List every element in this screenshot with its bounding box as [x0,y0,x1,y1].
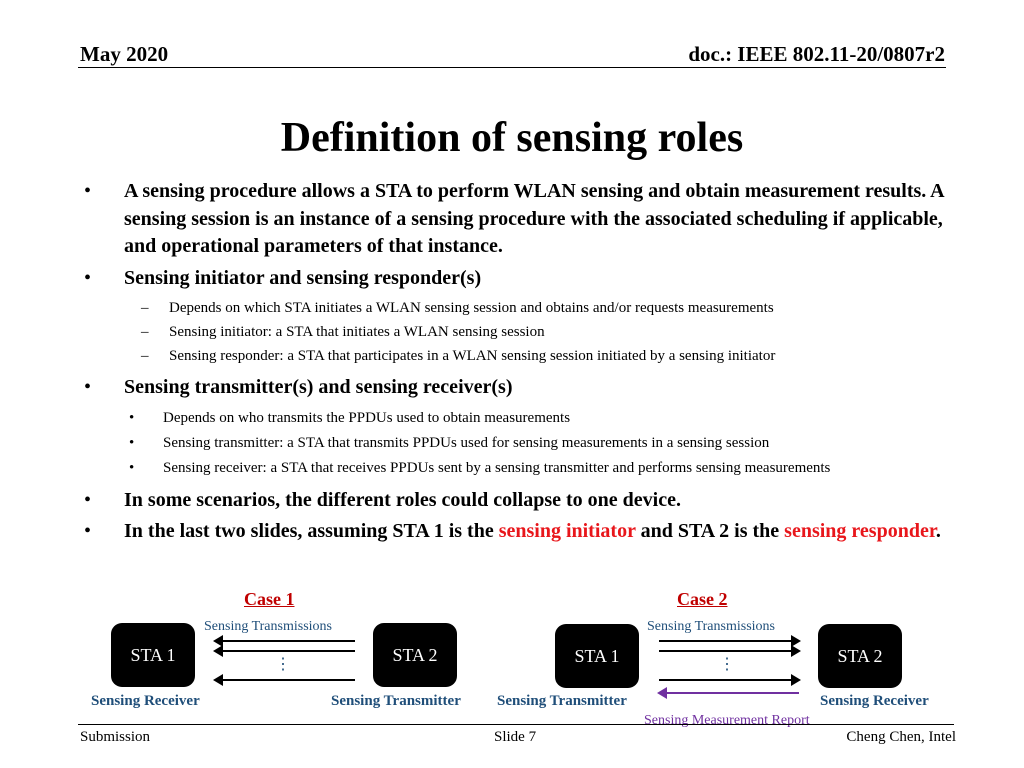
sub-bullet-text: Depends on which STA initiates a WLAN sensing session and obtains and/or requests measurements [169,300,774,316]
bullet-text: Sensing initiator and sensing responder(s) [124,266,482,289]
bullet-text-pre: In the last two slides, assuming STA 1 is the [124,520,499,542]
case2-arrow-1 [659,640,799,642]
bullet-text: In some scenarios, the different roles could collapse to one device. [124,488,681,511]
case1-transmissions-label: Sensing Transmissions [204,619,332,634]
bullet-initiator-responder [84,265,944,293]
case2-report-arrow [659,692,799,694]
sub-bullet-text: Sensing receiver: a STA that receives PPDUs sent by a sensing transmitter and performs sensing measurements [163,459,831,476]
sub-bullet [84,320,944,344]
case1-arrow-2 [215,650,355,652]
sensing-responder-highlight: sensing responder [784,520,936,542]
slide-title: Definition of sensing roles [280,115,744,161]
footer-submission: Submission [80,729,151,745]
footer-author: Cheng Chen, Intel [846,729,956,745]
case2-transmissions-label: Sensing Transmissions [647,619,775,634]
bullet-transmitter-receiver [84,374,944,402]
bullet-roles-collapse [84,487,944,515]
dot-marker: • [129,434,135,451]
sub-bullet [84,431,944,456]
case2-arrow-2 [659,650,799,652]
sensing-initiator-highlight: sensing initiator [498,520,636,542]
bullet-text: A sensing procedure allows a STA to perform WLAN sensing and obtain measurement results. A sensing session is an instance of a sensing procedure with the associated scheduling if applicable, and operational parameters of that instance. [124,180,944,257]
sub-bullet [84,456,944,481]
sub-bullet-text: Sensing initiator: a STA that initiates a WLAN sensing session [169,324,545,340]
sub-bullet-text: Depends on who transmits the PPDUs used to obtain measurements [163,409,571,426]
dot-marker: • [129,459,135,476]
bullet-marker: • [84,180,92,202]
bullet-text-post: . [935,520,941,542]
dash-marker: – [141,324,149,340]
dash-marker: – [141,348,149,364]
bullet-assumption [84,518,944,546]
dot-marker: • [129,409,135,426]
bullet-marker: • [84,376,92,398]
bullet-marker: • [84,488,92,511]
header-date: May 2020 [80,42,169,66]
sub-bullet [84,344,944,368]
sub-bullet-text: Sensing responder: a STA that participates in a WLAN sensing session initiated by a sensing initiator [169,348,776,364]
bullet-marker: • [84,520,92,542]
bullet-sensing-procedure [84,178,944,261]
case1-more-dots: ⋮ [275,656,291,673]
case2-more-dots: ⋮ [719,656,735,673]
bullet-marker: • [84,266,92,289]
case1-sta1-box: STA 1 [111,623,195,687]
sub-bullet [84,406,944,431]
case1-title: Case 1 [244,589,295,609]
sub-bullet [84,296,944,320]
case2-right-role: Sensing Receiver [820,693,929,709]
footer-divider [78,724,954,725]
case1-left-role: Sensing Receiver [91,693,200,709]
case1-arrow-3 [215,679,355,681]
case2-title: Case 2 [677,589,728,609]
case2-report-label: Sensing Measurement Report [644,713,810,728]
dash-marker: – [141,300,149,316]
case1-arrow-1 [215,640,355,642]
header-doc-number: doc.: IEEE 802.11-20/0807r2 [688,42,945,66]
case1-sta2-box: STA 2 [373,623,457,687]
case2-sta2-box: STA 2 [818,624,902,688]
header-divider [78,67,946,68]
slide-content [84,178,944,550]
case2-left-role: Sensing Transmitter [497,693,627,709]
bullet-text: Sensing transmitter(s) and sensing receiver(s) [124,376,513,398]
sub-bullet-text: Sensing transmitter: a STA that transmits PPDUs used for sensing measurements in a sensing session [163,434,770,451]
case2-arrow-3 [659,679,799,681]
footer-slide-number: Slide 7 [494,729,537,745]
bullet-text-mid: and STA 2 is the [635,520,785,542]
case2-sta1-box: STA 1 [555,624,639,688]
case1-right-role: Sensing Transmitter [331,693,461,709]
